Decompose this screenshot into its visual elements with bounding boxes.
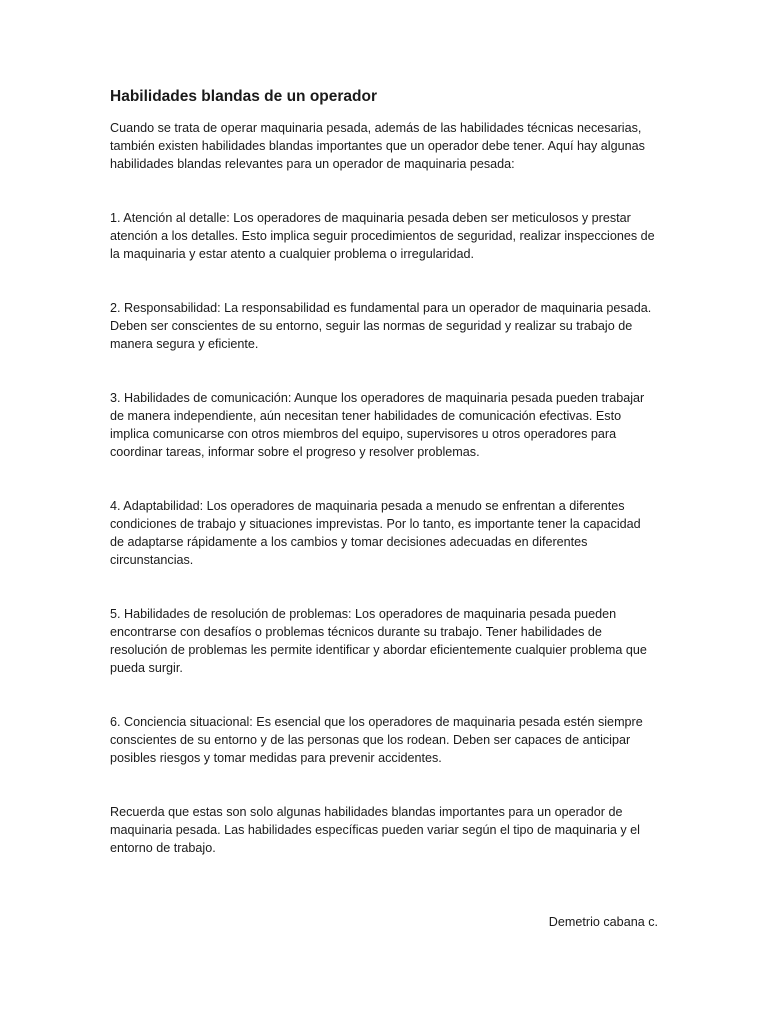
- list-item: 5. Habilidades de resolución de problemas: Los operadores de maquinaria pesada pueden encontrarse con desafíos o problemas técnicos durante su trabajo. Tener habilidades de resolución de problemas les permite identificar y abordar eficientemente cualquier problema que pueda surgir.: [110, 607, 647, 675]
- list-item: 2. Responsabilidad: La responsabilidad es fundamental para un operador de maquinaria pesada. Deben ser conscientes de su entorno, seguir las normas de seguridad y realizar su trabajo de manera segura y eficiente.: [110, 301, 652, 351]
- list-item: 4. Adaptabilidad: Los operadores de maquinaria pesada a menudo se enfrentan a diferentes condiciones de trabajo y situaciones imprevistas. Por lo tanto, es importante tener la capacidad de adaptarse rápidamente a los cambios y tomar decisiones adecuadas en diferentes circunstancias.: [110, 499, 641, 567]
- intro-paragraph: Cuando se trata de operar maquinaria pesada, además de las habilidades técnicas necesarias, también existen habilidades blandas importantes que un operador debe tener. Aquí hay algunas habilidades blandas relevantes para un operador de maquinaria pesada:: [110, 121, 645, 171]
- document-title: Habilidades blandas de un operador: [110, 88, 377, 105]
- signature: Demetrio cabana c.: [548, 915, 658, 929]
- document-page: [110, 86, 658, 931]
- closing-paragraph: Recuerda que estas son solo algunas habilidades blandas importantes para un operador de maquinaria pesada. Las habilidades específicas pueden variar según el tipo de maquinaria y el entorno de trabajo.: [110, 805, 640, 855]
- list-item: 3. Habilidades de comunicación: Aunque los operadores de maquinaria pesada pueden trabajar de manera independiente, aún necesitan tener habilidades de comunicación efectivas. Esto implica comunicarse con otros miembros del equipo, supervisores u otros operadores para coordinar tareas, informar sobre el progreso y resolver problemas.: [110, 391, 645, 459]
- list-item: 1. Atención al detalle: Los operadores de maquinaria pesada deben ser meticulosos y prestar atención a los detalles. Esto implica seguir procedimientos de seguridad, realizar inspecciones de la maquinaria y estar atento a cualquier problema o irregularidad.: [110, 211, 655, 261]
- list-item: 6. Conciencia situacional: Es esencial que los operadores de maquinaria pesada estén siempre conscientes de su entorno y de las personas que los rodean. Deben ser capaces de anticipar posibles riesgos y tomar medidas para prevenir accidentes.: [110, 715, 643, 765]
